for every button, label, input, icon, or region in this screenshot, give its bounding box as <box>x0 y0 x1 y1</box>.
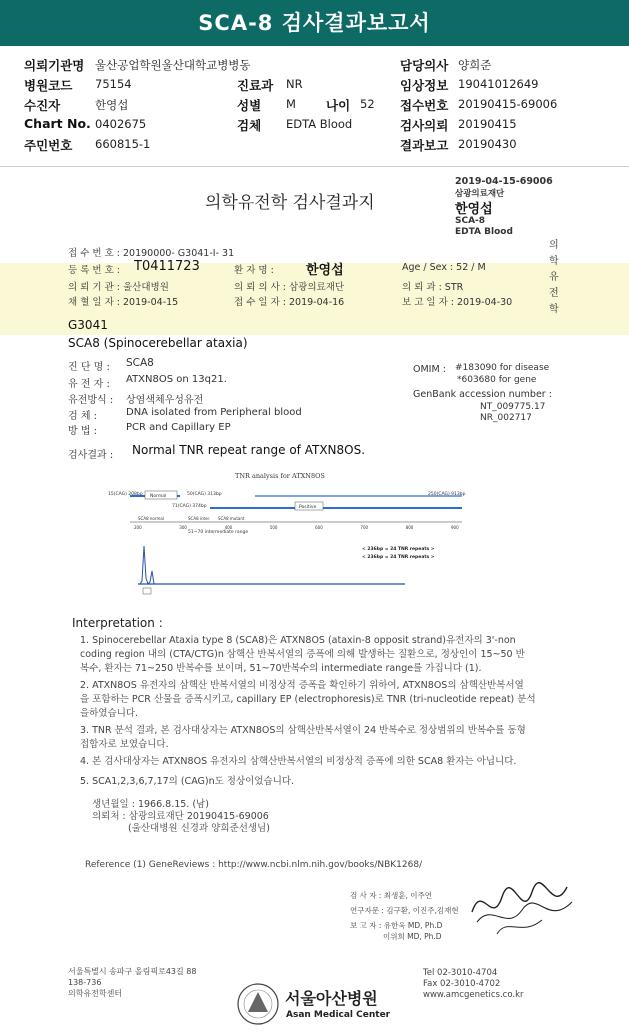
interp-p1c: 복수, 환자는 71~250 반복수를 보이며, 51~70반복수의 intermediate range를 가집니다 (1). <box>80 663 482 674</box>
chart-tick-label: 800 <box>405 525 414 530</box>
doctor-value: 양희준 <box>458 58 492 72</box>
chart-tick-label: 700 <box>360 525 369 530</box>
hospital-logo <box>236 982 280 1026</box>
chart-tick-label: 600 <box>315 525 323 530</box>
interp-para-5: 5. SCA1,2,3,6,7,17의 (CAG)n도 정상이었습니다. <box>80 776 295 787</box>
note-doctor: (울산대병원 신경과 양희준선생님) <box>128 823 270 834</box>
interp-p3a: 3. TNR 분석 결과, 본 검사대상자는 ATXN8OS의 삼핵산반복서열이 24 반복수로 정상범위의 반복수를 동형 <box>80 725 526 736</box>
scan-inherit-label: 유전방식 : <box>68 395 114 406</box>
chart-title: TNR analysis for ATXN8OS <box>235 472 325 480</box>
report-title: SCA-8 검사결과보고서 <box>198 11 431 35</box>
scan-collect-date: 채 혈 일 자 : 2019-04-15 <box>68 297 179 308</box>
receipt-value: 20190415-69006 <box>458 97 558 111</box>
tnr-chart <box>100 466 480 606</box>
contact-web: www.amcgenetics.co.kr <box>423 990 524 1000</box>
chart-tick-label: 200 <box>134 525 142 530</box>
interp-p1a: 1. Spinocerebellar Ataxia type 8 (SCA8)은 ATXN8OS (ataxin-8 opposit strand)유전자의 3'-non <box>80 635 516 646</box>
institution-value: 울산공업학원울산대학교병병동 <box>95 58 251 72</box>
scan-receipt-no: 접 수 번 호 : 20190000- G3041-I- 31 <box>68 248 235 259</box>
address-line-2: 138-736 <box>68 978 102 987</box>
doctor-label: 담당의사 <box>400 58 449 73</box>
age-value: 52 <box>360 97 375 111</box>
scan-side-text: 의학유전학 <box>549 240 559 315</box>
scan-specimen-label: 검 체 : <box>68 411 98 422</box>
scan-code: G3041 <box>68 318 108 332</box>
scan-age-sex: Age / Sex : 52 / M <box>402 262 486 273</box>
clinical-label: 임상정보 <box>400 78 449 93</box>
recipient-value: 한영섭 <box>95 98 129 112</box>
department-value: NR <box>286 77 303 91</box>
scan-omim-1: #183090 for disease <box>455 363 550 373</box>
clinical-value: 19041012649 <box>458 77 539 91</box>
scan-genbank-1: NT_009775.17 <box>480 402 546 412</box>
scan-reg-label: 등 록 번 호 : <box>68 265 120 276</box>
sex-label: 성별 <box>237 98 262 113</box>
scan-method-label: 방 법 : <box>68 426 98 437</box>
note-birth: 생년월일 : 1966.8.15. (남) <box>92 799 209 810</box>
scan-reg-value: T0411723 <box>134 259 200 274</box>
scan-patient-value: 한영섭 <box>306 263 344 278</box>
scan-specimen-top: EDTA Blood <box>455 227 513 237</box>
scan-test-name: SCA8 (Spinocerebellar ataxia) <box>68 336 248 350</box>
scan-req-org: 의 뢰 기 관 : 울산대병원 <box>68 282 169 293</box>
interp-para-1 <box>80 634 525 676</box>
resident-value: 660815-1 <box>95 137 151 151</box>
contact-block <box>423 968 524 1001</box>
handwritten-signature <box>462 872 582 942</box>
scan-omim-label: OMIM : <box>413 364 446 375</box>
institution-label: 의뢰기관명 <box>24 58 85 73</box>
interp-para-3 <box>80 724 526 752</box>
sex-value: M <box>286 97 296 111</box>
interp-p2b: 을 포함하는 PCR 산물을 증폭시키고, capillary EP (electrophoresis)로 TNR (tri-nucleotide repeat) 분석 <box>80 694 536 705</box>
scan-patient-name-top: 한영섭 <box>455 202 493 217</box>
scan-lab-name: 삼광의료재단 <box>455 189 505 199</box>
chart-label-250cag: 250(CAG) 913bp <box>428 492 466 497</box>
recipient-label: 수진자 <box>24 98 61 113</box>
patient-header <box>0 50 629 166</box>
scan-genbank-2: NR_002717 <box>480 413 532 423</box>
scan-dx-value: SCA8 <box>126 357 154 369</box>
scan-ref-no: 2019-04-15-69006 <box>455 176 553 187</box>
chart-range-mutant: SCA8 mutant <box>218 516 245 521</box>
request-value: 20190415 <box>458 117 517 131</box>
report-value: 20190430 <box>458 137 517 151</box>
chart-label-50cag: 50(CAG) 313bp <box>187 492 222 497</box>
report-title-banner <box>0 0 629 46</box>
chart-no-label: Chart No. <box>24 116 91 131</box>
scan-gene-label: 유 전 자 : <box>68 379 110 390</box>
chart-label-positive: Positive <box>299 505 317 510</box>
reference: Reference (1) GeneReviews : http://www.ncbi.nlm.nih.gov/books/NBK1268/ <box>85 860 423 870</box>
header-divider <box>0 166 629 167</box>
scan-genbank-label: GenBank accession number : <box>413 389 552 400</box>
department-label: 진료과 <box>237 78 274 93</box>
chart-tick-label: 900 <box>451 525 459 530</box>
address-line-3: 의학유전학센터 <box>68 989 123 998</box>
report-label: 결과보고 <box>400 138 449 153</box>
sig-advisor: 연구자문 : 김구환, 이진주,김재현 <box>350 906 459 915</box>
chart-no-value: 0402675 <box>95 117 147 131</box>
chart-trace-peak <box>140 546 154 584</box>
chart-intermediate-range: 51~70 intermediate range <box>188 530 249 535</box>
chart-tick-label: 500 <box>269 525 278 530</box>
request-label: 검사의뢰 <box>400 118 449 133</box>
hospital-name-en: Asan Medical Center <box>286 1010 391 1020</box>
specimen-value: EDTA Blood <box>286 117 353 131</box>
scan-receive-date: 접 수 일 자 : 2019-04-16 <box>234 297 345 308</box>
scan-specimen-value: DNA isolated from Peripheral blood <box>126 407 302 418</box>
interp-para-2 <box>80 679 536 721</box>
scan-omim-2: *603680 for gene <box>457 375 537 385</box>
interp-title: Interpretation : <box>72 616 163 630</box>
hospital-code-value: 75154 <box>95 77 132 91</box>
chart-tick-label: 400 <box>224 525 233 530</box>
chart-peak-marker <box>143 588 151 594</box>
chart-peak-annot-2: < 236bp = 24 TNR repeats > <box>362 555 435 560</box>
scan-method-value: PCR and Capillary EP <box>126 422 231 433</box>
sig-reporter-2: 이위희 MD, Ph.D <box>383 932 442 941</box>
scan-dx-label: 진 단 명 : <box>68 362 110 373</box>
sig-reporter: 보 고 자 : 유한욱 MD, Ph.D <box>350 921 443 930</box>
hospital-code-label: 병원코드 <box>24 78 73 93</box>
signatures <box>350 890 459 942</box>
interp-p1b: coding region 내의 (CTA/CTG)n 삼핵산 반복서열의 증폭에 의해 발생하는 질환으로, 정상인이 15~50 반 <box>80 649 525 660</box>
scan-title: 의학유전학 검사결과지 <box>205 193 375 213</box>
interp-p2c: 을하였습니다. <box>80 708 139 719</box>
scanned-report <box>0 168 629 1035</box>
sig-tester: 검 사 자 : 최생훈, 이주연 <box>350 891 433 900</box>
scan-inherit-value: 상염색체우성유전 <box>126 395 204 406</box>
scan-test-code-top: SCA-8 <box>455 216 486 226</box>
resident-label: 주민번호 <box>24 138 73 153</box>
chart-label-15cag: 15(CAG) 208bp <box>108 492 143 497</box>
scan-req-dept: 의 뢰 과 : STR <box>402 282 464 293</box>
scan-result-value: Normal TNR repeat range of ATXN8OS. <box>132 443 366 457</box>
chart-label-normal: Normal <box>150 494 167 499</box>
chart-tick-label: 300 <box>179 525 187 530</box>
scan-req-doc: 의 뢰 의 사 : 삼광의료재단 <box>234 282 345 293</box>
note-requester: 의뢰처 : 삼광의료재단 20190415-69006 <box>92 811 269 822</box>
interp-p2a: 2. ATXN8OS 유전자의 삼핵산 반복서열의 비정상적 증폭을 확인하기 위하여, ATXN8OS의 삼핵산반복서열 <box>80 680 524 691</box>
chart-label-71cag: 71(CAG) 374bp <box>172 504 207 509</box>
scan-gene-value: ATXN8OS on 13q21. <box>126 374 227 385</box>
address-block <box>68 966 196 999</box>
interp-para-4: 4. 본 검사대상자는 ATXN8OS 유전자의 삼핵산반복서열의 비정상적 증폭에 의한 SCA8 환자는 아닙니다. <box>80 756 517 767</box>
address-line-1: 서울특별시 송파구 올림픽로43길 88 <box>68 967 197 976</box>
chart-range-inter: SCA8 inter. <box>188 516 211 521</box>
contact-tel: Tel 02-3010-4704 <box>423 968 498 978</box>
scan-patient-label: 환 자 명 : <box>234 265 274 276</box>
hospital-name: 서울아산병원 <box>285 989 378 1008</box>
specimen-label: 검체 <box>237 118 262 133</box>
age-label: 나이 <box>326 98 351 113</box>
scan-result-label: 검사결과 : <box>68 450 114 461</box>
interp-p3b: 접합자로 보였습니다. <box>80 739 169 750</box>
contact-fax: Fax 02-3010-4702 <box>423 979 501 989</box>
receipt-label: 접수번호 <box>400 98 449 113</box>
chart-peak-annot-1: < 236bp = 24 TNR repeats > <box>362 547 435 552</box>
chart-range-normal: SCA8 normal <box>138 516 164 521</box>
scan-report-date: 보 고 일 자 : 2019-04-30 <box>402 297 513 308</box>
chart-ticks <box>134 525 459 530</box>
